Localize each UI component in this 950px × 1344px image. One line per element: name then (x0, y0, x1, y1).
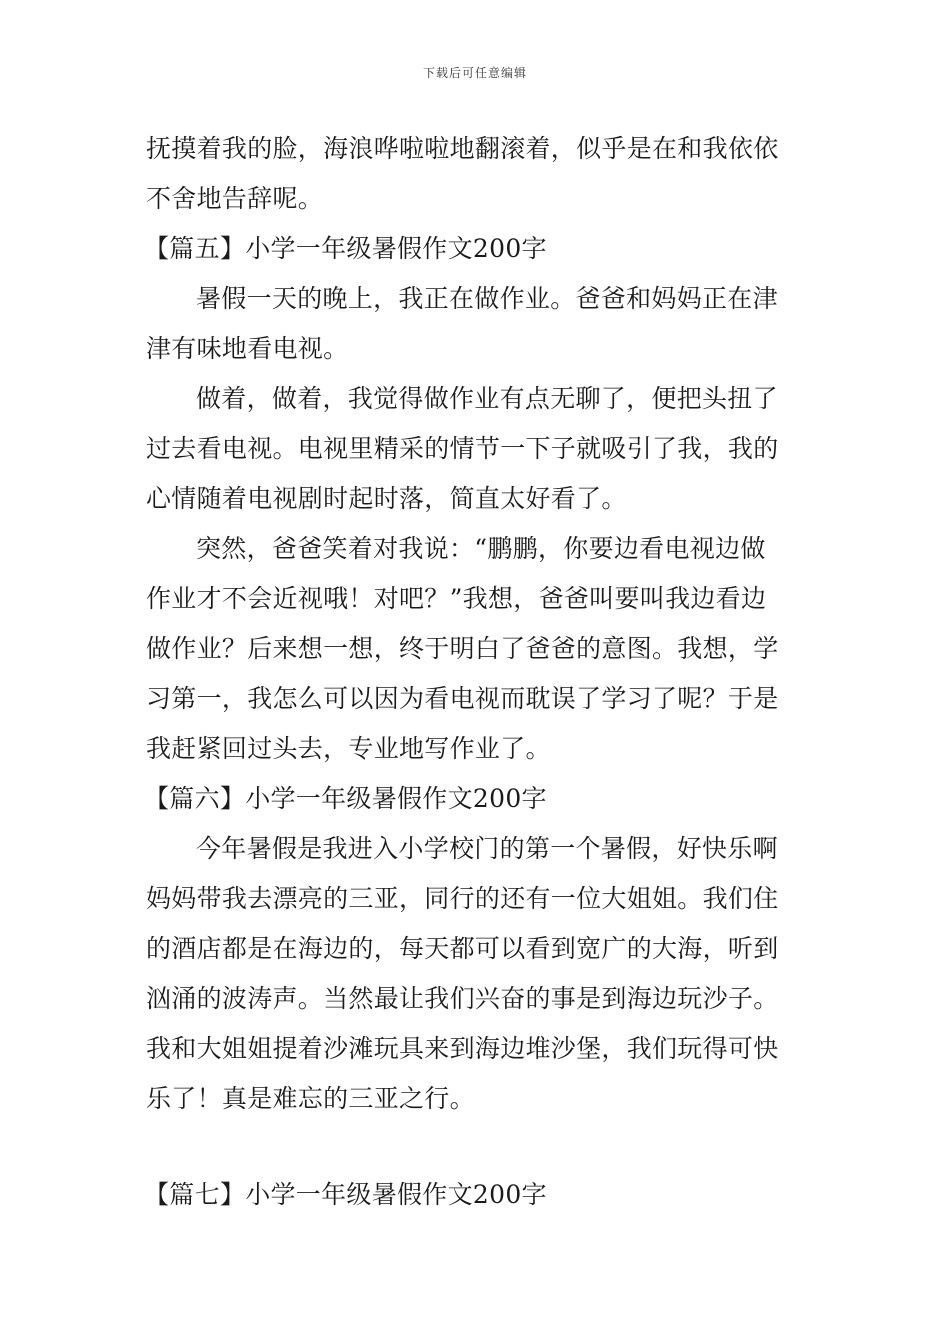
paragraph-line: 习第一，我怎么可以因为看电视而耽误了学习了呢？于是 (146, 684, 779, 713)
paragraph-line: 心情随着电视剧时起时落，简直太好看了。 (146, 484, 627, 513)
paragraph-line: 妈妈带我去漂亮的三亚，同行的还有一位大姐姐。我们住 (146, 884, 779, 913)
paragraph-line: 暑假一天的晚上，我正在做作业。爸爸和妈妈正在津 (196, 284, 778, 313)
paragraph-line: 突然，爸爸笑着对我说：“鹏鹏，你要边看电视边做 (196, 534, 766, 563)
paragraph-line: 我和大姐姐提着沙滩玩具来到海边堆沙堡，我们玩得可快 (146, 1034, 779, 1063)
paragraph-line: 抚摸着我的脸，海浪哗啦啦地翻滚着，似乎是在和我依依 (146, 134, 779, 163)
paragraph-line: 汹涌的波涛声。当然最让我们兴奋的事是到海边玩沙子。 (146, 984, 779, 1013)
paragraph-line: 的酒店都是在海边的，每天都可以看到宽广的大海，听到 (146, 934, 779, 963)
paragraph-line: 做着，做着，我觉得做作业有点无聊了，便把头扭了 (196, 384, 778, 413)
paragraph-line: 不舍地告辞呢。 (146, 184, 324, 213)
paragraph-line: 我赶紧回过头去，专业地写作业了。 (146, 734, 551, 763)
page-header: 下载后可任意编辑 (422, 66, 527, 80)
section-heading: 【篇七】小学一年级暑假作文200字 (144, 1180, 547, 1209)
paragraph-line: 过去看电视。电视里精采的情节一下子就吸引了我，我的 (146, 434, 779, 463)
paragraph-line: 今年暑假是我进入小学校门的第一个暑假，好快乐啊 (196, 834, 778, 863)
section-heading: 【篇六】小学一年级暑假作文200字 (144, 784, 547, 813)
paragraph-line: 乐了！真是难忘的三亚之行。 (146, 1084, 475, 1113)
section-heading: 【篇五】小学一年级暑假作文200字 (144, 234, 547, 263)
paragraph-line: 津有味地看电视。 (146, 334, 349, 363)
paragraph-line: 作业才不会近视哦！对吧？”我想，爸爸叫要叫我边看边 (146, 584, 767, 613)
paragraph-line: 做作业？后来想一想，终于明白了爸爸的意图。我想，学 (146, 634, 779, 663)
